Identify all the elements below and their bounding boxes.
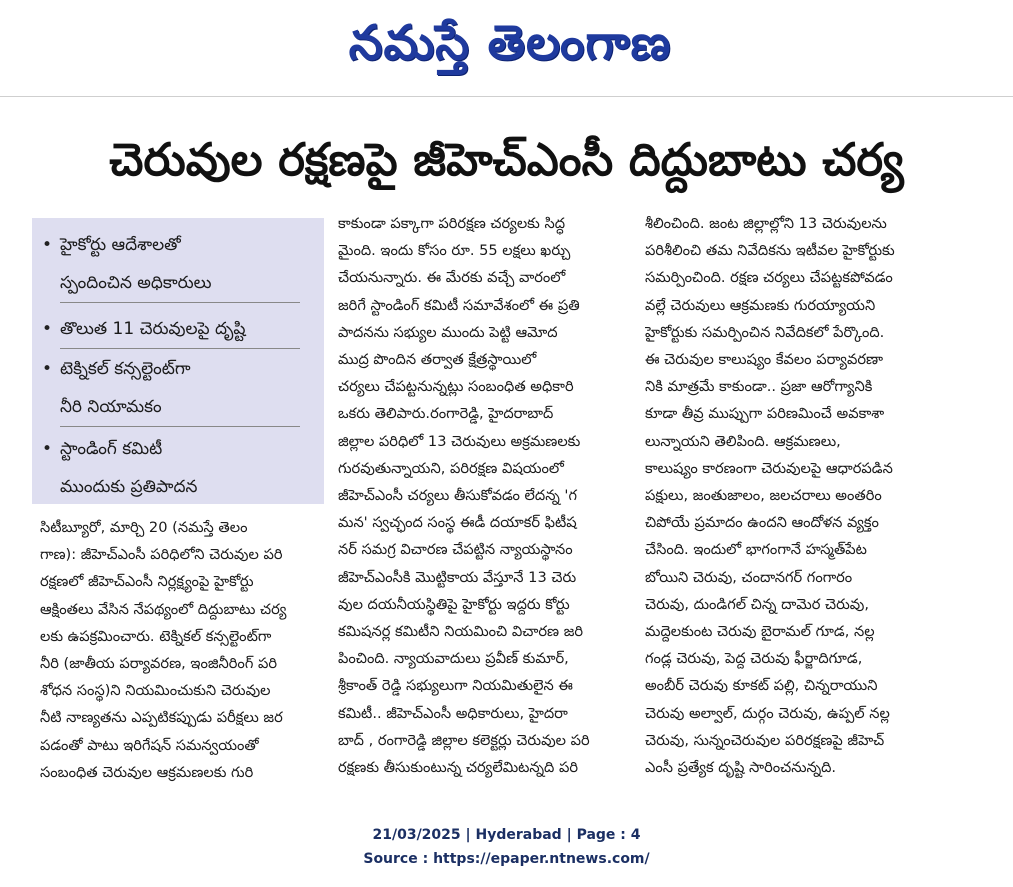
text-line: నీటి నాణ్యతను ఎప్పటికప్పుడు పరీక్షలు జర (40, 709, 283, 727)
highlight-line: స్పందించిన అధికారులు (60, 273, 212, 293)
text-line: చేయనున్నారు. ఈ మేరకు వచ్చే వారంలో (338, 269, 566, 287)
text-line: పాదనను సభ్యుల ముందు పెట్టి ఆమోద (338, 323, 558, 341)
highlight-line: స్టాండింగ్ కమిటీ (60, 439, 163, 459)
divider (60, 426, 300, 427)
text-line: ఈ చెరువుల కాలుష్యం కేవలం పర్యావరణా (645, 351, 883, 369)
text-line: పక్షులు, జంతుజాలం, జలచరాలు అంతరిం (645, 487, 882, 505)
text-line: ఒకరు తెలిపారు.రంగారెడ్డి, హైదరాబాద్ (338, 405, 554, 423)
newspaper-logo: నమస్తే తెలంగాణ (348, 15, 672, 71)
text-line: కాకుండా పక్కాగా పరిరక్షణ చర్యలకు సిద్ధ (338, 215, 566, 232)
bullet-icon: • (42, 359, 53, 379)
article-column-3 (645, 210, 981, 781)
text-line: జరిగే స్టాండింగ్ కమిటీ సమావేశంలో ఈ ప్రతి (338, 296, 580, 314)
text-line: లున్నాయని తెలిపింది. ఆక్రమణలు, (645, 432, 841, 450)
highlight-line: నీరి నియామకం (60, 397, 162, 417)
text-line: శ్రీకాంత్ రెడ్డి సభ్యులుగా నియమితులైన ఈ (338, 677, 573, 695)
text-line: బోయిని చెరువు, చందానగర్ గంగారం (645, 568, 853, 586)
text-line: మైంది. ఇందు కోసం రూ. 55 లక్షలు ఖర్చు (338, 242, 571, 260)
text-line: ముద్ర పొందిన తర్వాత క్షేత్రస్థాయిలో (338, 351, 537, 369)
text-line: చిపోయే ప్రమాదం ఉందని ఆందోళన వ్యక్తం (645, 514, 879, 532)
text-line: జీహెచ్‌ఎంసీ చర్యలు తీసుకోవడం లేదన్న 'గ (338, 487, 577, 505)
text-line: శోధన సంస్థ)ని నియమించుకుని చెరువుల (40, 682, 271, 700)
text-line: హైకోర్టుకు సమర్పించిన నివేదికలో పేర్కొంది. (645, 323, 885, 341)
text-line: పడంతో పాటు ఇరిగేషన్ సమన్వయంతో (40, 736, 259, 754)
text-line: నర్ సమగ్ర విచారణ చేపట్టిన న్యాయస్థానం (338, 541, 573, 559)
text-line: అంబీర్ చెరువు కూకట్ పల్లి, చిన్నరాయుని (645, 677, 878, 695)
text-line: ఎంసీ ప్రత్యేక దృష్టి సారించనున్నది. (645, 759, 837, 777)
text-line: సమర్పించింది. రక్షణ చర్యలు చేపట్టకపోవడం (645, 269, 893, 287)
text-line: జీహెచ్‌ఎంసీకి మొట్టికాయ వేస్తూనే 13 చెరు (338, 568, 577, 586)
text-line: వుల దయనీయస్థితిపై హైకోర్టు ఇద్దరు కోర్టు (338, 595, 570, 613)
text-line: గండ్ల చెరువు, పెద్ద చెరువు ఫీర్జాదిగూడ, (645, 650, 863, 668)
page-footer (0, 823, 1013, 871)
text-line: లకు ఉపక్రమించారు. టెక్నికల్ కన్సల్టెంట్‌గా (40, 627, 272, 645)
text-line: కమిటీ.. జీహెచ్‌ఎంసీ అధికారులు, హైదరా (338, 704, 568, 722)
text-line: సంబంధిత చెరువుల ఆక్రమణలకు గురి (40, 763, 254, 781)
text-line: జిల్లాల పరిధిలో 13 చెరువులు అక్రమణలకు (338, 432, 581, 450)
text-line: చెరువు అల్వాల్, దుర్గం చెరువు, ఉప్పల్ నల్ల (645, 704, 890, 722)
highlight-item (42, 350, 314, 427)
text-line: సిటీబ్యూరో, మార్చి 20 (నమస్తే తెలం (40, 519, 248, 536)
highlight-item (42, 430, 314, 506)
text-line: కమిషనర్ల కమిటీని నియమించి విచారణ జరి (338, 623, 584, 641)
text-line: కూడా తీవ్ర ముప్పుగా పరిణమించే అవకాశా (645, 405, 885, 423)
highlights-box (32, 218, 324, 504)
text-line: నికి మాత్రమే కాకుండా.. ప్రజా ఆరోగ్యానికి (645, 378, 873, 396)
text-line: వల్లే చెరువులు ఆక్రమణకు గురయ్యాయని (645, 296, 876, 314)
text-line: గాణ): జీహెచ్‌ఎంసీ పరిధిలోని చెరువుల పరి (40, 546, 283, 564)
article-headline: చెరువుల రక్షణపై జీహెచ్‌ఎంసీ దిద్దుబాటు చర్య (109, 133, 904, 186)
text-line: రక్షణకు తీసుకుంటున్న చర్యలేమిటన్నది పరి (338, 759, 578, 777)
article-column-1 (40, 514, 324, 786)
highlight-line: టెక్నికల్ కన్సల్టెంట్‌గా (60, 359, 191, 379)
divider (60, 348, 300, 349)
text-line: బాద్ , రంగారెడ్డి జిల్లాల కలెక్టర్లు చెరువుల పరి (338, 731, 590, 749)
highlight-line: తొలుత 11 చెరువులపై దృష్టి (60, 319, 246, 339)
text-line: ఆక్షింతలు వేసిన నేపథ్యంలో దిద్దుబాటు చర్య (40, 600, 287, 618)
text-line: చర్యలు చేపట్టనున్నట్లు సంబంధిత అధికారి (338, 378, 574, 396)
text-line: చేసింది. ఇందులో భాగంగానే హస్మత్‌పేట (645, 541, 867, 559)
text-line: గురవుతున్నాయని, పరిరక్షణ విషయంలో (338, 459, 564, 477)
highlight-item (42, 226, 314, 303)
divider (60, 302, 300, 303)
bullet-icon: • (42, 235, 53, 255)
text-line: నీరి (జాతీయ పర్యావరణ, ఇంజినీరింగ్ పరి (40, 655, 278, 673)
bullet-icon: • (42, 439, 53, 459)
source-link[interactable]: Source : https://epaper.ntnews.com/ (363, 851, 650, 867)
date-line: 21/03/2025 | Hyderabad | Page : 4 (372, 827, 641, 843)
text-line: శీలించింది. జంట జిల్లాల్లోని 13 చెరువులను (645, 215, 887, 232)
article-column-2 (338, 210, 632, 781)
text-line: పరిశీలించి తమ నివేదికను ఇటీవల హైకోర్టుకు (645, 242, 895, 260)
bullet-icon: • (42, 319, 53, 339)
text-line: మద్దెలకుంట చెరువు బైరామల్ గూడ, నల్ల (645, 623, 875, 641)
text-line: మన' స్వచ్ఛంద సంస్థ ఈడీ దయాకర్ ఫిటీష (338, 514, 577, 532)
text-line: చెరువు, దుండిగల్ చిన్న దామెర చెరువు, (645, 595, 869, 613)
highlight-line: హైకోర్టు ఆదేశాలతో (60, 235, 181, 255)
masthead (0, 0, 1013, 97)
text-line: చెరువు, సున్నంచెరువుల పరిరక్షణపై జీహెచ్ (645, 731, 885, 749)
text-line: పించింది. న్యాయవాదులు ప్రవీణ్ కుమార్, (338, 650, 569, 668)
highlight-line: ముందుకు ప్రతిపాదన (60, 477, 198, 497)
highlight-item (42, 310, 314, 349)
text-line: కాలుష్యం కారణంగా చెరువులపై ఆధారపడిన (645, 459, 893, 477)
text-line: రక్షణలో జీహెచ్‌ఎంసీ నిర్లక్ష్యంపై హైకోర్టు (40, 573, 254, 591)
